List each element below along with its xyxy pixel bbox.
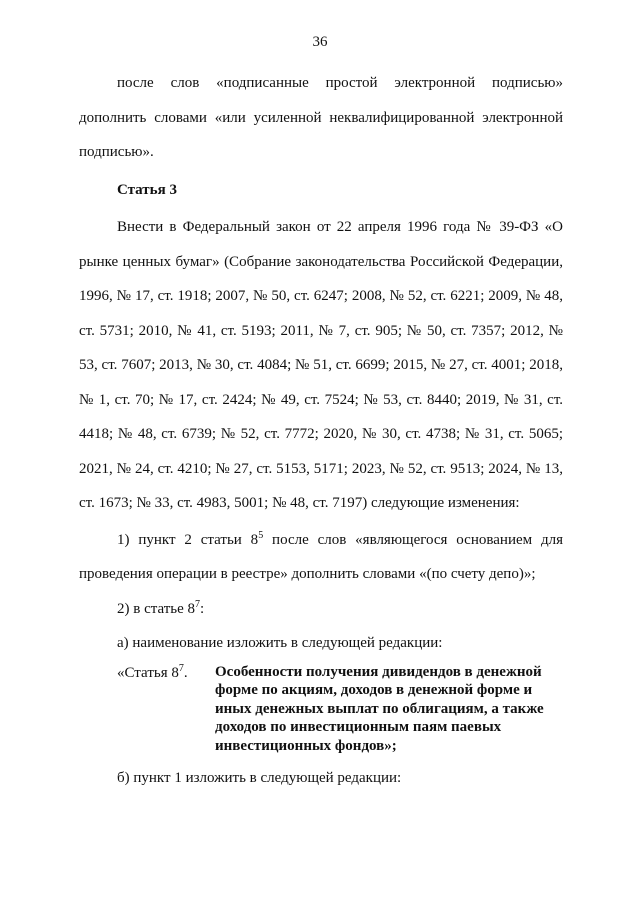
article-label: [79, 663, 215, 756]
paragraph-amendment-intro: Внести в Федеральный закон от 22 апреля 1996 года № 39-ФЗ «О рынке ценных бумаг» (Собрание законодательства Российской Федерации, 1996, № 17, ст. 1918; 2007, № 50, ст. 6247; 2008, № 52, ст. 6221; 2009, № 48, ст. 5731; 2010, № 41, ст. 5193; 2011, № 7, ст. 905; № 50, ст. 7357; 2012, № 53, ст. 7607; 2013, № 30, ст. 4084; № 51, ст. 6699; 2015, № 27, ст. 4001; 2018, № 1, ст. 70; № 17, ст. 2424; № 49, ст. 7524; № 53, ст. 8440; 2019, № 31, ст. 4418; № 48, ст. 6739; № 52, ст. 7772; 2020, № 30, ст. 4738; № 31, ст. 5065; 2021, № 24, ст. 4210; № 27, ст. 5153, 5171; 2023, № 52, ст. 9513; 2024, № 13, ст. 1673; № 33, ст. 4983, 5001; № 48, ст. 7197) следующие изменения:: [79, 219, 563, 511]
list-item-2-text-a: 2) в статье 8: [117, 600, 196, 617]
paragraph-intro: после слов «подписанные простой электронной подписью» дополнить словами «или усиленной неквалифицированной электронной подписью».: [79, 75, 563, 160]
list-item-1-text-a: 1) пункт 2 статьи 8: [117, 531, 259, 548]
article-heading: Статья 3: [117, 181, 177, 198]
list-item-1: [79, 523, 563, 592]
list-item-2-text-b: :: [200, 600, 205, 617]
sub-item-b: б) пункт 1 изложить в следующей редакции:: [117, 770, 402, 786]
article-label-text: «Статья 8: [117, 664, 179, 681]
article-label-dot: .: [183, 664, 188, 681]
article-title: Особенности получения дивидендов в денежной форме по акциям, доходов в денежной форме и иных денежных выплат по облигациям, а также доходов по инвестиционным паям паевых инвестиционных фондов»;: [215, 663, 544, 754]
document-body: [79, 66, 563, 796]
superscript: 7: [178, 662, 184, 674]
page-number: 36: [312, 34, 328, 50]
superscript: 5: [258, 529, 264, 541]
list-item-2: [79, 592, 563, 627]
sub-item-a: а) наименование изложить в следующей редакции:: [117, 635, 443, 651]
list-item-1-text-b: после слов «являющегося основанием для проведения операции в реестре» дополнить словами «(по счету депо)»;: [79, 531, 563, 582]
superscript: 7: [195, 598, 201, 610]
article-title-block: [79, 663, 563, 756]
